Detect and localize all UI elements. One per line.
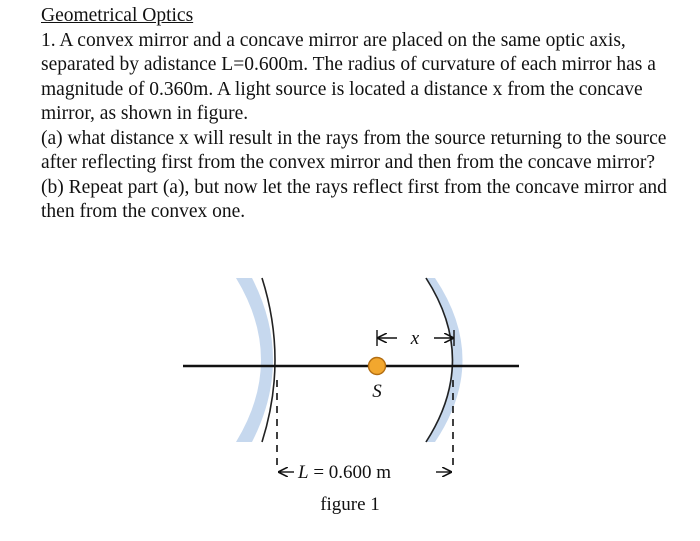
question-part-b: (b) Repeat part (a), but now let the rays reflect first from the concave mirror and then from the convex one. (41, 176, 667, 222)
mirror-figure (170, 270, 530, 520)
source-label: S (372, 381, 382, 402)
concave-mirror (425, 278, 463, 442)
distance-label (297, 462, 391, 483)
problem-text (41, 4, 671, 225)
figure-caption: figure 1 (320, 494, 380, 515)
x-label: x (410, 328, 420, 349)
distance-label-variable: L (298, 462, 309, 483)
convex-mirror (236, 278, 273, 442)
problem-statement: 1. A convex mirror and a concave mirror are placed on the same optic axis, separated by adistance L=0.600m. The radius of curvature of each mirror has a magnitude of 0.360m. A light source is located a distance x from the concave mirror, as shown in figure. (41, 29, 656, 124)
question-part-a: (a) what distance x will result in the rays from the source returning to the source after reflecting first from the convex mirror and then from the concave mirror? (41, 127, 667, 173)
distance-label-value: = 0.600 m (308, 462, 392, 483)
section-heading: Geometrical Optics (41, 5, 194, 26)
light-source (369, 358, 386, 375)
